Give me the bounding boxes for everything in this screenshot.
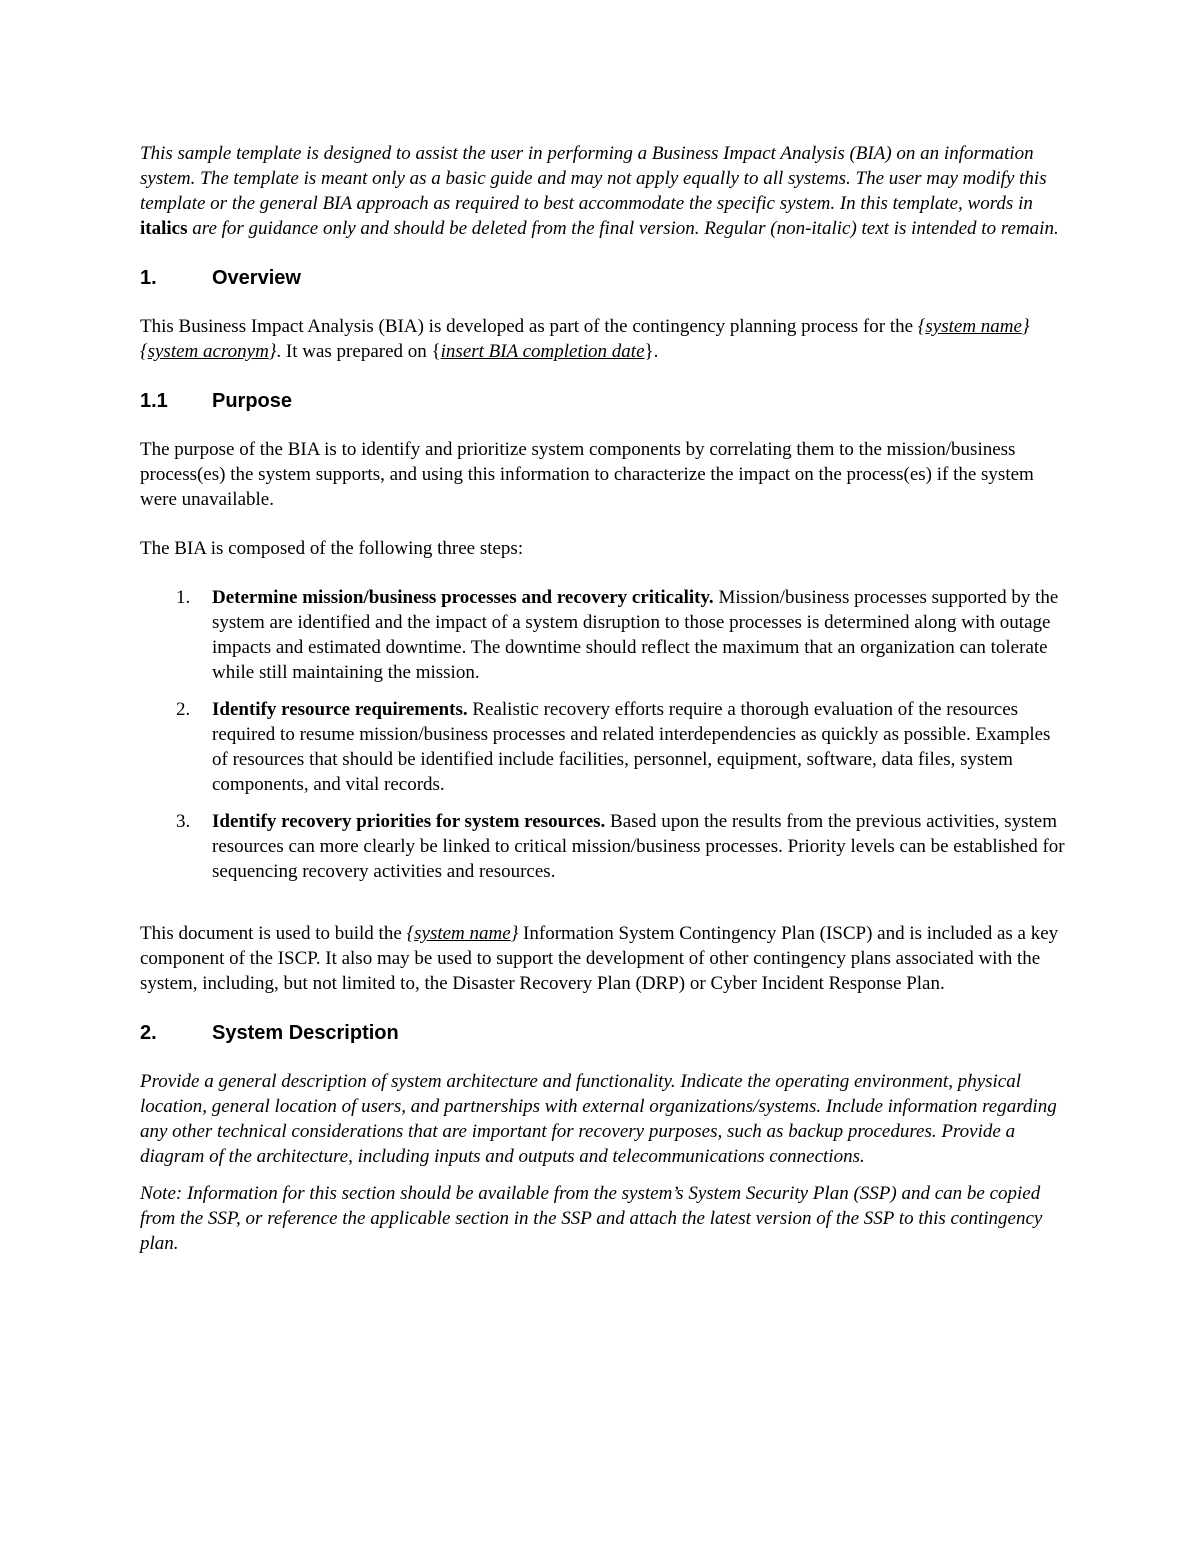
completion-date-placeholder: insert BIA completion date: [440, 341, 645, 362]
section-2-heading: [140, 1020, 1065, 1046]
section-2-number: 2.: [140, 1022, 157, 1044]
iscp-paragraph: [140, 921, 1065, 996]
iscp-text-end: Information System Contingency Plan (ISCP) and is included as a key component of the ISCP. It also may be used to support the development of other contingency plans associated with the system, including, but not limited to, the Disaster Recovery Plan (DRP) or Cyber Incident Response Plan.: [140, 923, 1059, 994]
section-1-heading: [140, 265, 1065, 291]
section-1-number: 1.: [140, 267, 157, 289]
purpose-paragraph: The purpose of the BIA is to identify and prioritize system components by correlating them to the mission/business process(es) the system supports, and using this information to characterize the impact on the process(es) if the system were unavailable.: [140, 439, 1034, 510]
list-item-text: Mission/business processes supported by the system are identified and the impact of a system disruption to those processes is determined along with outage impacts and estimated downtime. The downtime should reflect the maximum that an organization can tolerate while still maintaining the mission.: [212, 587, 1059, 683]
list-item-number: 1.: [176, 587, 191, 608]
system-name-placeholder: {system name}: [406, 923, 519, 944]
ssp-note-guidance: Note: Information for this section should be available from the system’s System Security Plan (SSP) and can be copied from the SSP, or reference the applicable section in the SSP and attach the latest version of the SSP to this contingency plan.: [140, 1183, 1043, 1254]
list-item: [140, 697, 1065, 797]
system-description-guidance: Provide a general description of system architecture and functionality. Indicate the operating environment, physical location, general location of users, and partnerships with external organizations/systems. Include information regarding any other technical considerations that are important for recovery purposes, such as backup procedures. Provide a diagram of the architecture, including inputs and outputs and telecommunications connections.: [140, 1071, 1057, 1167]
section-1-1-number: 1.1: [140, 390, 168, 412]
bia-steps-list: [140, 585, 1065, 884]
list-item-title: Identify resource requirements.: [212, 699, 468, 720]
list-item-number: 2.: [176, 699, 191, 720]
overview-text-middle: . It was prepared on: [276, 341, 432, 362]
list-item-text: Realistic recovery efforts require a thorough evaluation of the resources required to resume mission/business processes and related interdependencies as quickly as possible. Examples of resources that should be identified include facilities, personnel, equipment, software, data files, system components, and vital records.: [212, 699, 1051, 795]
document-body: [140, 141, 1065, 1268]
section-1-1-title: Purpose: [212, 390, 293, 412]
list-item: [140, 809, 1065, 884]
steps-intro-paragraph: The BIA is composed of the following three steps:: [140, 538, 524, 559]
iscp-text-start: This document is used to build the: [140, 923, 407, 944]
intro-text-start: This sample template is designed to assist the user in performing a Business Impact Analysis (BIA) on an information system. The template is meant only as a basic guide and may not apply equally to all systems. The user may modify this template or the general BIA approach as required to best accommodate the specific system. In this template, words in: [140, 143, 1047, 214]
intro-guidance: [140, 141, 1065, 241]
list-item-number: 3.: [176, 811, 191, 832]
section-1-1-heading: [140, 388, 1065, 414]
list-item-title: Identify recovery priorities for system resources.: [212, 811, 606, 832]
section-1-title: Overview: [212, 267, 301, 289]
list-item-text: Based upon the results from the previous activities, system resources can more clearly be linked to critical mission/business processes. Priority levels can be established for sequencing recovery activities and resources.: [212, 811, 1065, 882]
list-item: [140, 585, 1065, 685]
overview-paragraph: This Business Impact Analysis (BIA) is developed as part of the contingency planning process for the {system name}{system acronym}. It was prepared on {insert BIA completion date}.: [140, 316, 1030, 362]
overview-text-start: This Business Impact Analysis (BIA) is developed as part of the contingency planning process for the: [140, 316, 918, 337]
list-item-title: Determine mission/business processes and recovery criticality.: [212, 587, 714, 608]
system-name-placeholder: {system name}{system acronym}: [140, 316, 1030, 362]
intro-text-end: are for guidance only and should be deleted from the final version. Regular (non-italic) text is intended to remain.: [187, 218, 1059, 239]
intro-bold-word: italics: [140, 218, 188, 239]
section-2-title: System Description: [212, 1022, 399, 1044]
